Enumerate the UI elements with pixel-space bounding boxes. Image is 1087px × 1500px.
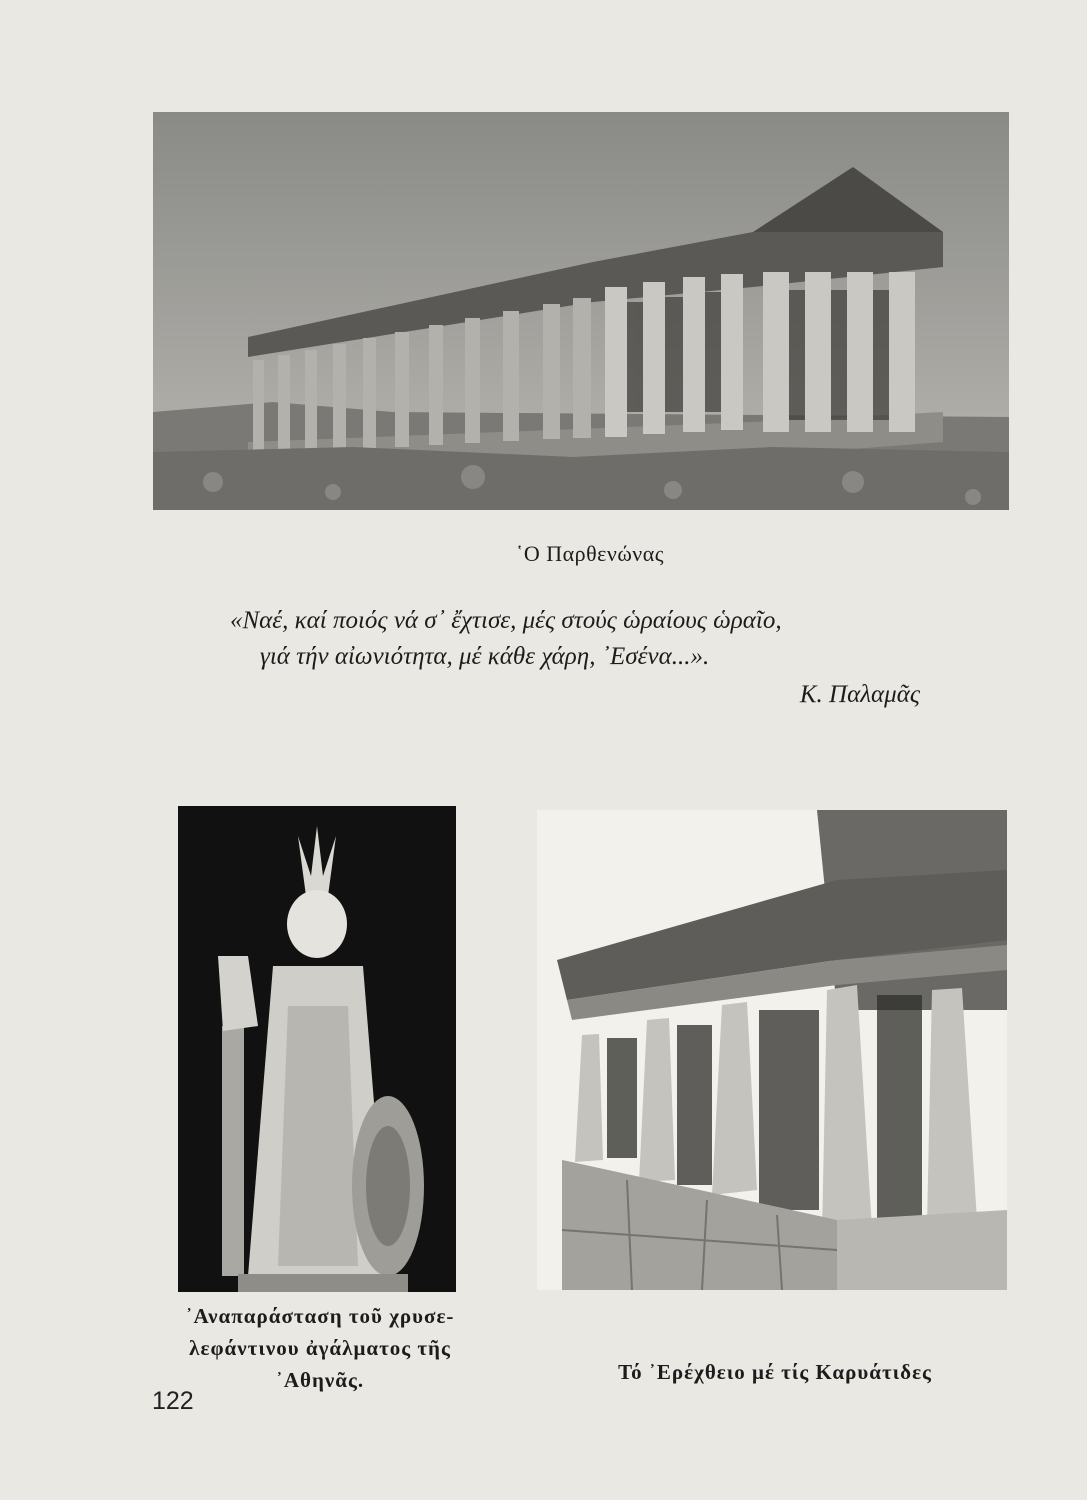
parthenon-caption: ῾Ο Παρθενώνας [516,541,664,566]
poem-author: Κ. Παλαμᾶς [799,681,920,708]
erechtheion-caption: Τό ᾿Ερέχθειο μέ τίς Καρυάτιδες [618,1360,932,1384]
poem-quote [230,603,950,713]
poem-line-2: γιά τήν αἰωνιότητα, μέ κάθε χάρη, ᾿Εσένα...». [260,643,710,670]
athena-caption-line-3: ᾿Αθηνᾶς. [275,1368,365,1392]
athena-caption [155,1300,485,1396]
poem-line-1: «Ναέ, καί ποιός νά σ᾽ ἔχτισε, μές στούς ὡραίους ὡραῖο, [230,607,782,634]
page-number: 122 [152,1387,194,1415]
erechtheion-photo [537,810,1007,1290]
athena-caption-line-2: λεφάντινου ἀγάλματος τῆς [189,1336,451,1360]
athena-caption-line-1: ᾿Αναπαράσταση τοῦ χρυσε- [185,1304,455,1328]
athena-statue-photo [178,806,456,1292]
parthenon-photo [153,112,1009,510]
